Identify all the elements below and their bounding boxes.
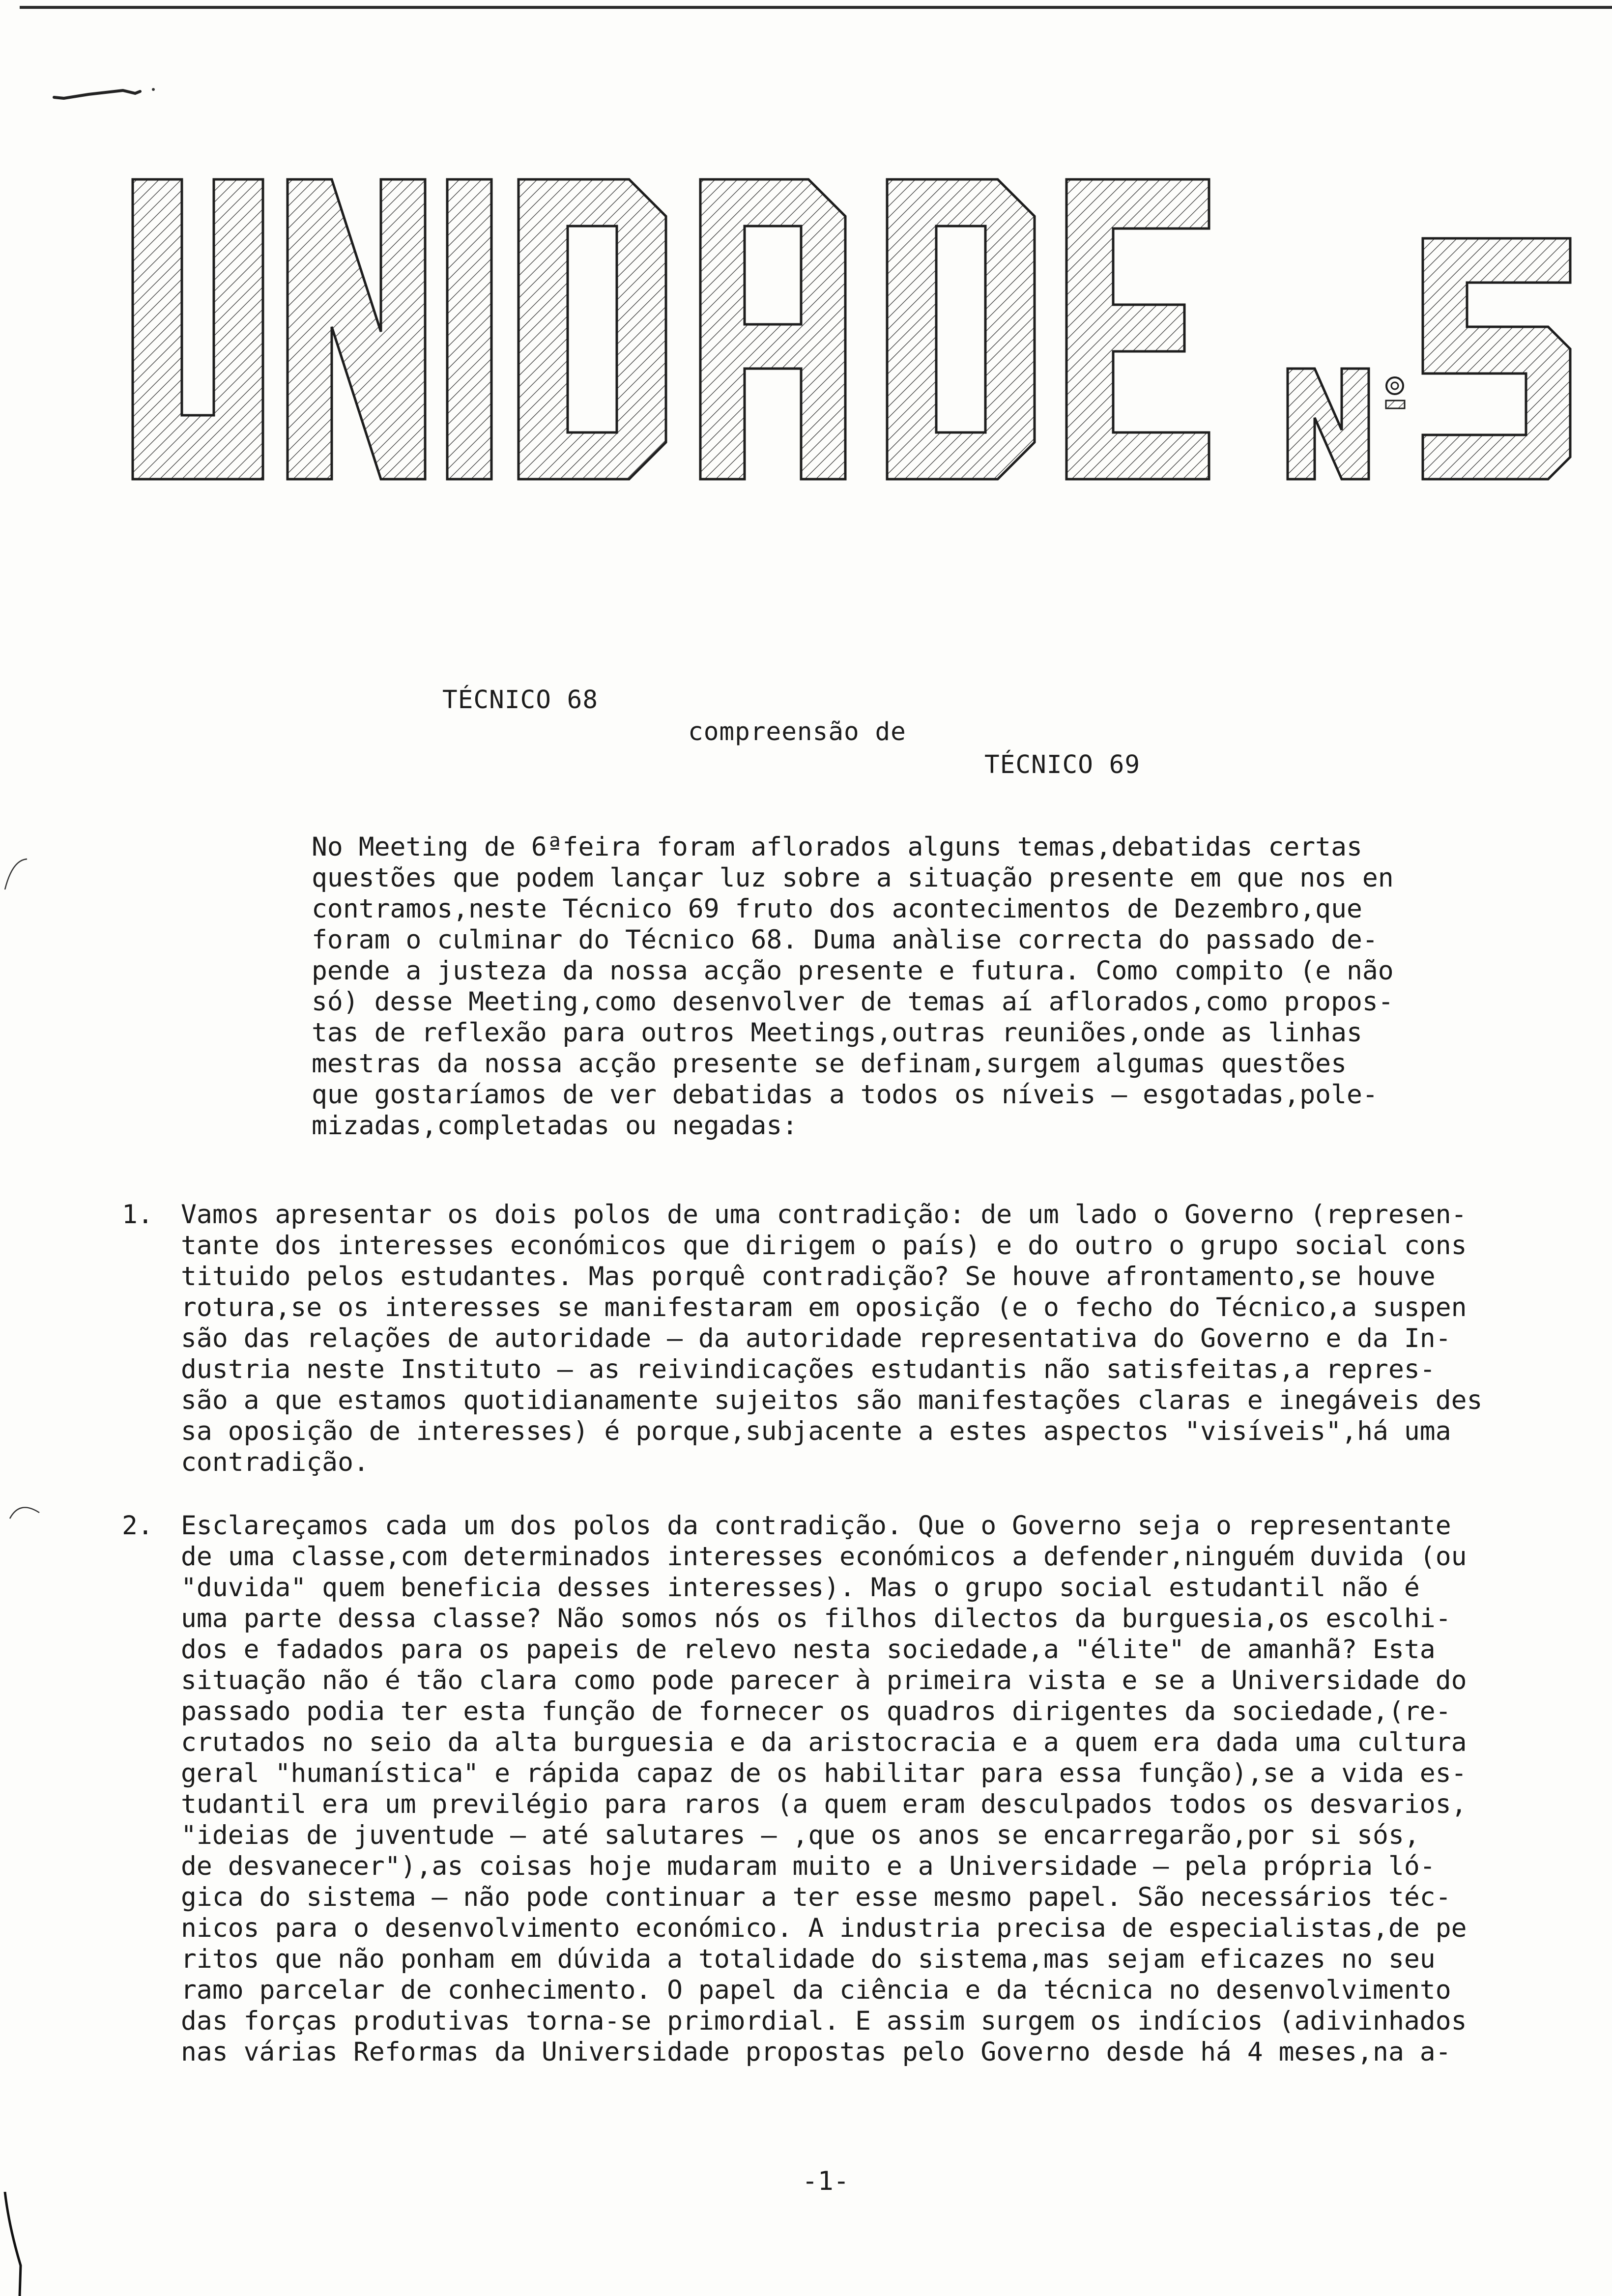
item-line: dos e fadados para os papeis de relevo nesta sociedade,a "élite" de amanhã? Esta xyxy=(181,1635,1436,1665)
item-line: nicos para o desenvolvimento económico. A industria precisa de especialistas,de pe xyxy=(181,1913,1467,1943)
item-line: rotura,se os interesses se manifestaram em oposição (e o fecho do Técnico,a suspen xyxy=(181,1292,1467,1322)
margin-mark xyxy=(0,855,29,894)
intro-line: pende a justeza da nossa acção presente e futura. Como compito (e não xyxy=(312,956,1394,986)
item-line: gica do sistema — não pode continuar a ter esse mesmo papel. São necessários téc- xyxy=(181,1882,1451,1912)
item-line: crutados no seio da alta burguesia e da aristocracia e a quem era dada uma cultura xyxy=(181,1727,1467,1757)
item-body xyxy=(181,1199,1537,1478)
item-line: são das relações de autoridade — da autoridade representativa do Governo e da In- xyxy=(181,1323,1451,1353)
intro-line: mestras da nossa acção presente se definam,surgem algumas questões xyxy=(312,1049,1347,1079)
item-line: passado podia ter esta função de fornecer os quadros dirigentes da sociedade,(re- xyxy=(181,1696,1451,1726)
intro-line: questões que podem lançar luz sobre a situação presente em que nos en xyxy=(312,863,1394,893)
item-line: tudantil era um previlégio para raros (a quem eram desculpados todos os desvarios, xyxy=(181,1789,1467,1819)
item-line: uma parte dessa classe? Não somos nós os filhos dilectos da burguesia,os escolhi- xyxy=(181,1604,1451,1634)
item-line: Esclareçamos cada um dos polos da contradição. Que o Governo seja o representante xyxy=(181,1511,1451,1541)
item-line: "duvida" quem beneficia desses interesses). Mas o grupo social estudantil não é xyxy=(181,1573,1420,1603)
item-number: 2. xyxy=(122,1511,153,1541)
intro-line: contramos,neste Técnico 69 fruto dos acontecimentos de Dezembro,que xyxy=(312,894,1362,924)
item-line: de desvanecer"),as coisas hoje mudaram muito e a Universidade — pela própria ló- xyxy=(181,1851,1436,1881)
item-line: "ideias de juventude — até salutares — ,que os anos se encarregarão,por si sós, xyxy=(181,1820,1420,1850)
ink-mark xyxy=(49,84,162,103)
item-line: contradição. xyxy=(181,1447,369,1477)
masthead-logo xyxy=(113,170,1578,494)
top-border-line xyxy=(20,6,1612,9)
page-number: -1- xyxy=(802,2166,849,2196)
item-line: situação não é tão clara como pode parecer à primeira vista e se a Universidade do xyxy=(181,1665,1467,1695)
item-line: sa oposição de interesses) é porque,subjacente a estes aspectos "visíveis",há uma xyxy=(181,1416,1451,1446)
item-line: de uma classe,com determinados interesses económicos a defender,ninguém duvida (ou xyxy=(181,1542,1467,1572)
heading-compreensao: compreensão de xyxy=(688,718,906,746)
item-number: 1. xyxy=(122,1200,153,1230)
item-line: das forças produtivas torna-se primordial. E assim surgem os indícios (adivinhados xyxy=(181,2006,1467,2036)
intro-line: só) desse Meeting,como desenvolver de temas aí aflorados,como propos- xyxy=(312,987,1394,1017)
item-line: Vamos apresentar os dois polos de uma contradição: de um lado o Governo (represen- xyxy=(181,1200,1467,1230)
heading-technico-69: TÉCNICO 69 xyxy=(984,750,1141,779)
item-line: geral "humanística" e rápida capaz de os habilitar para essa função),se a vida es- xyxy=(181,1758,1467,1788)
item-line: nas várias Reformas da Universidade propostas pelo Governo desde há 4 meses,na a- xyxy=(181,2037,1451,2067)
margin-mark xyxy=(0,2192,29,2296)
item-line: tituido pelos estudantes. Mas porquê contradição? Se houve afrontamento,se houve xyxy=(181,1262,1436,1292)
intro-line: foram o culminar do Técnico 68. Duma anàlise correcta do passado de- xyxy=(312,925,1378,955)
intro-line: tas de reflexão para outros Meetings,outras reuniões,onde as linhas xyxy=(312,1018,1362,1048)
heading-technico-68: TÉCNICO 68 xyxy=(442,686,599,715)
item-line: ramo parcelar de conhecimento. O papel da ciência e da técnica no desenvolvimento xyxy=(181,1975,1451,2005)
item-line: dustria neste Instituto — as reivindicações estudantis não satisfeitas,a repres- xyxy=(181,1354,1436,1384)
intro-line: mizadas,completadas ou negadas: xyxy=(312,1111,798,1141)
item-body xyxy=(181,1510,1537,2067)
intro-line: No Meeting de 6ªfeira foram aflorados alguns temas,debatidas certas xyxy=(312,832,1362,862)
item-line: ritos que não ponham em dúvida a totalidade do sistema,mas sejam eficazes no seu xyxy=(181,1944,1436,1974)
item-line: tante dos interesses económicos que dirigem o país) e do outro o grupo social cons xyxy=(181,1231,1467,1261)
intro-line: que gostaríamos de ver debatidas a todos os níveis — esgotadas,pole- xyxy=(312,1080,1378,1110)
intro-paragraph xyxy=(312,832,1530,1141)
item-line: são a que estamos quotidianamente sujeitos são manifestações claras e inegáveis des xyxy=(181,1385,1483,1415)
margin-mark xyxy=(0,1494,49,1523)
